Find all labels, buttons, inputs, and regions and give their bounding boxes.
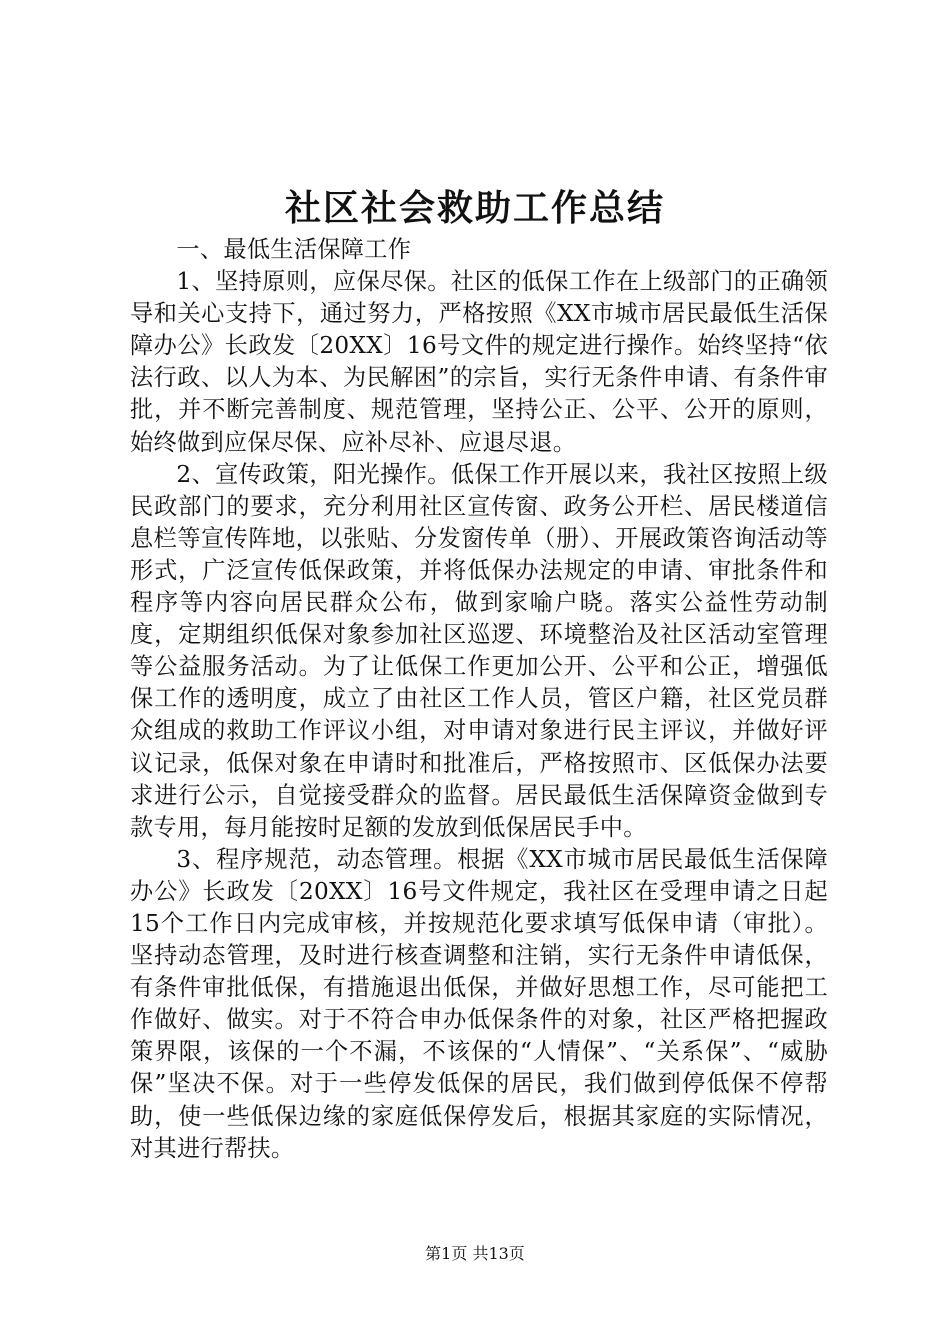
paragraph-3: 3、程序规范，动态管理。根据《XX市城市居民最低生活保障办公》长政发〔20XX〕16号文件规定，我社区在受理申请之日起15个工作日内完成审核，并按规范化要求填写低保申请（审批）。坚持动态管理，及时进行核查调整和注销，实行无条件申请低保，有条件审批低保，有措施退出低保，并做好思想工作，尽可能把工作做好、做实。对于不符合申办低保条件的对象，社区严格把握政策界限，该保的一个不漏，不该保的“人情保”、“关系保”、“威胁保”坚决不保。对于一些停发低保的居民，我们做到停低保不停帮助，使一些低保边缘的家庭低保停发后，根据其家庭的实际情况，对其进行帮扶。 [130,845,828,1162]
section-heading: 一、最低生活保障工作 [176,236,412,263]
paragraph-1: 1、坚持原则，应保尽保。社区的低保工作在上级部门的正确领导和关心支持下，通过努力，严格按照《XX市城市居民最低生活保障办公》长政发〔20XX〕16号文件的规定进行操作。始终坚持“依法行政、以人为本、为民解困”的宗旨，实行无条件申请、有条件审批，并不断完善制度、规范管理，坚持公正、公平、公开的原则，始终做到应保尽保、应补尽补、应退尽退。 [130,268,828,456]
document-body [130,234,828,1165]
paragraph-2: 2、宣传政策，阳光操作。低保工作开展以来，我社区按照上级民政部门的要求，充分利用社区宣传窗、政务公开栏、居民楼道信息栏等宣传阵地，以张贴、分发窗传单（册）、开展政策咨询活动等形式，广泛宣传低保政策，并将低保办法规定的申请、审批条件和程序等内容向居民群众公布，做到家喻户晓。落实公益性劳动制度，定期组织低保对象参加社区巡逻、环境整治及社区活动室管理等公益服务活动。为了让低保工作更加公开、公平和公正，增强低保工作的透明度，成立了由社区工作人员，管区户籍，社区党员群众组成的救助工作评议小组，对申请对象进行民主评议，并做好评议记录，低保对象在申请时和批准后，严格按照市、区低保办法要求进行公示，自觉接受群众的监督。居民最低生活保障资金做到专款专用，每月能按时足额的发放到低保居民手中。 [130,460,828,841]
document-title: 社区社会救助工作总结 [284,187,665,229]
page-footer: 第1页 共13页 [425,1244,525,1263]
